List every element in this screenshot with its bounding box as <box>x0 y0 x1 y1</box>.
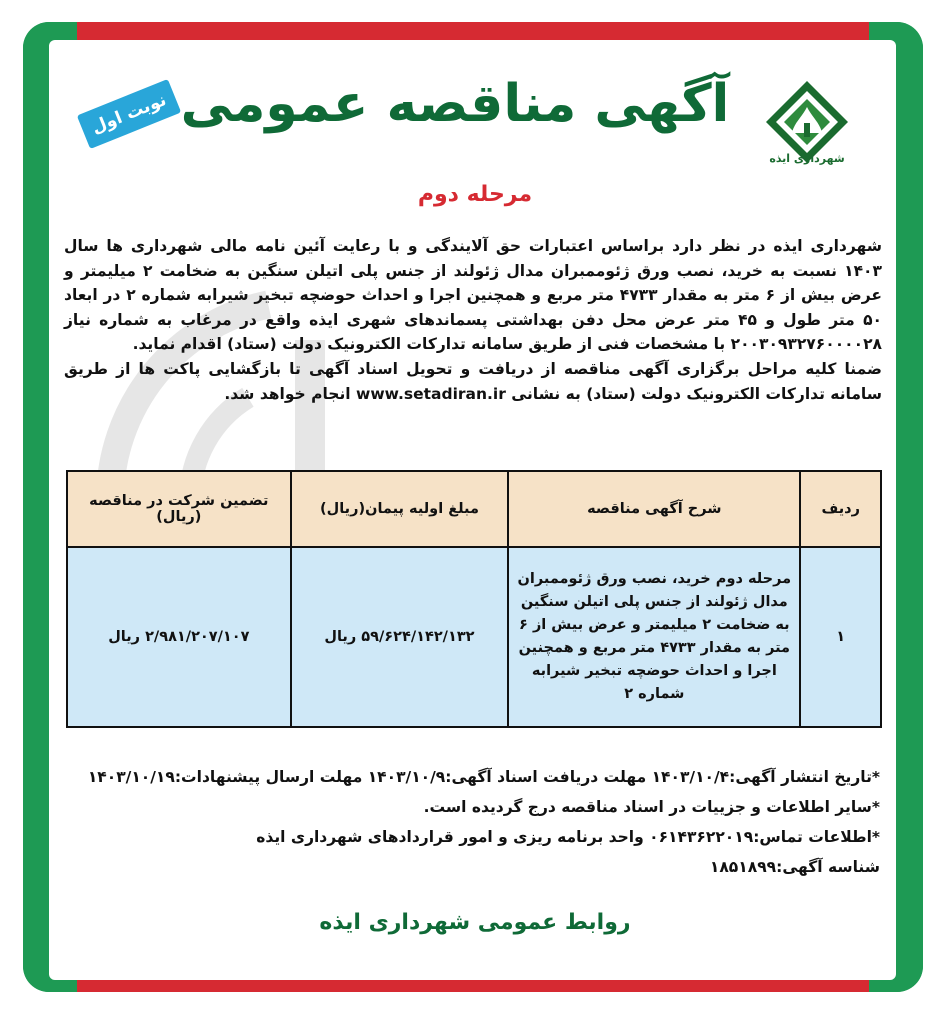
first-round-badge: نوبت اول <box>77 79 181 149</box>
cell-amount: ۵۹/۶۲۴/۱۴۲/۱۳۲ ریال <box>291 547 509 727</box>
stage-heading: مرحله دوم <box>417 182 533 207</box>
cell-description: مرحله دوم خرید، نصب ورق ژئوممبران مدال ژئولند از جنس پلی اتیلن سنگین به ضخامت ۲ میلیمتر و عرض بیش از ۶ متر به مقدار ۴۷۳۳ متر مربع و همچنین اجرا و احداث حوضچه تبخیر شیرابه شماره ۲ <box>508 547 800 727</box>
ad-id-line: شناسه آگهی:۱۸۵۱۸۹۹ <box>709 858 880 876</box>
contact-line: *اطلاعات تماس:۰۶۱۴۳۶۲۲۰۱۹ واحد برنامه ریزی و امور قراردادهای شهرداری ایذه <box>256 828 880 846</box>
cell-row-number: ۱ <box>800 547 881 727</box>
tender-table <box>66 470 882 728</box>
announcement-body <box>64 234 882 406</box>
header-amount: مبلغ اولیه پیمان(ریال) <box>291 471 509 547</box>
announcement-paragraph-1: شهرداری ایذه در نظر دارد براساس اعتبارات حق آلایندگی و با رعایت آئین نامه مالی شهرداری ها سال ۱۴۰۳ نسبت به خرید، نصب ورق ژئوممبران مدال ژئولند از جنس پلی اتیلن سنگین به ضخامت ۲ میلیمتر و عرض بیش از ۶ متر به مقدار ۴۷۳۳ متر مربع و همچنین اجرا و احداث حوضچه تبخیر شیرابه شماره ۲ در ابعاد ۵۰ متر طول و ۴۵ متر عرض محل دفن بهداشتی پسماندهای شهری ایذه واقع در مرغاب به شماره نیاز ۲۰۰۳۰۹۳۲۷۶۰۰۰۰۲۸ با مشخصات فنی از طریق سامانه تدارکات الکترونیک دولت (ستاد) اقدام نماید. <box>64 237 882 354</box>
table-header-row <box>67 471 881 547</box>
table-row <box>67 547 881 727</box>
footer-notes <box>66 762 880 882</box>
details-line: *سایر اطلاعات و جزییات در اسناد مناقصه درج گردیده است. <box>423 798 880 816</box>
header-guarantee: تضمین شرکت در مناقصه (ریال) <box>67 471 291 547</box>
dates-line: *تاریخ انتشار آگهی:۱۴۰۳/۱۰/۴ مهلت دریافت اسناد آگهی:۱۴۰۳/۱۰/۹ مهلت ارسال پیشنهادات:۱۴۰۳/۱۰/۱۹ <box>87 768 880 786</box>
public-relations-signature: روابط عمومی شهرداری ایذه <box>319 910 631 935</box>
logo-caption: شهرداری ایذه <box>769 152 845 165</box>
header-description: شرح آگهی مناقصه <box>508 471 800 547</box>
page-title: آگهی مناقصه عمومی <box>180 74 730 134</box>
cell-guarantee: ۲/۹۸۱/۲۰۷/۱۰۷ ریال <box>67 547 291 727</box>
announcement-paragraph-2: ضمنا کلیه مراحل برگزاری آگهی مناقصه از دریافت و تحویل اسناد آگهی تا بازگشایی پاکت ها از طریق سامانه تدارکات الکترونیک دولت (ستاد) به نشانی www.setadiran.ir انجام خواهد شد. <box>64 359 882 403</box>
header-row-number: ردیف <box>800 471 881 547</box>
